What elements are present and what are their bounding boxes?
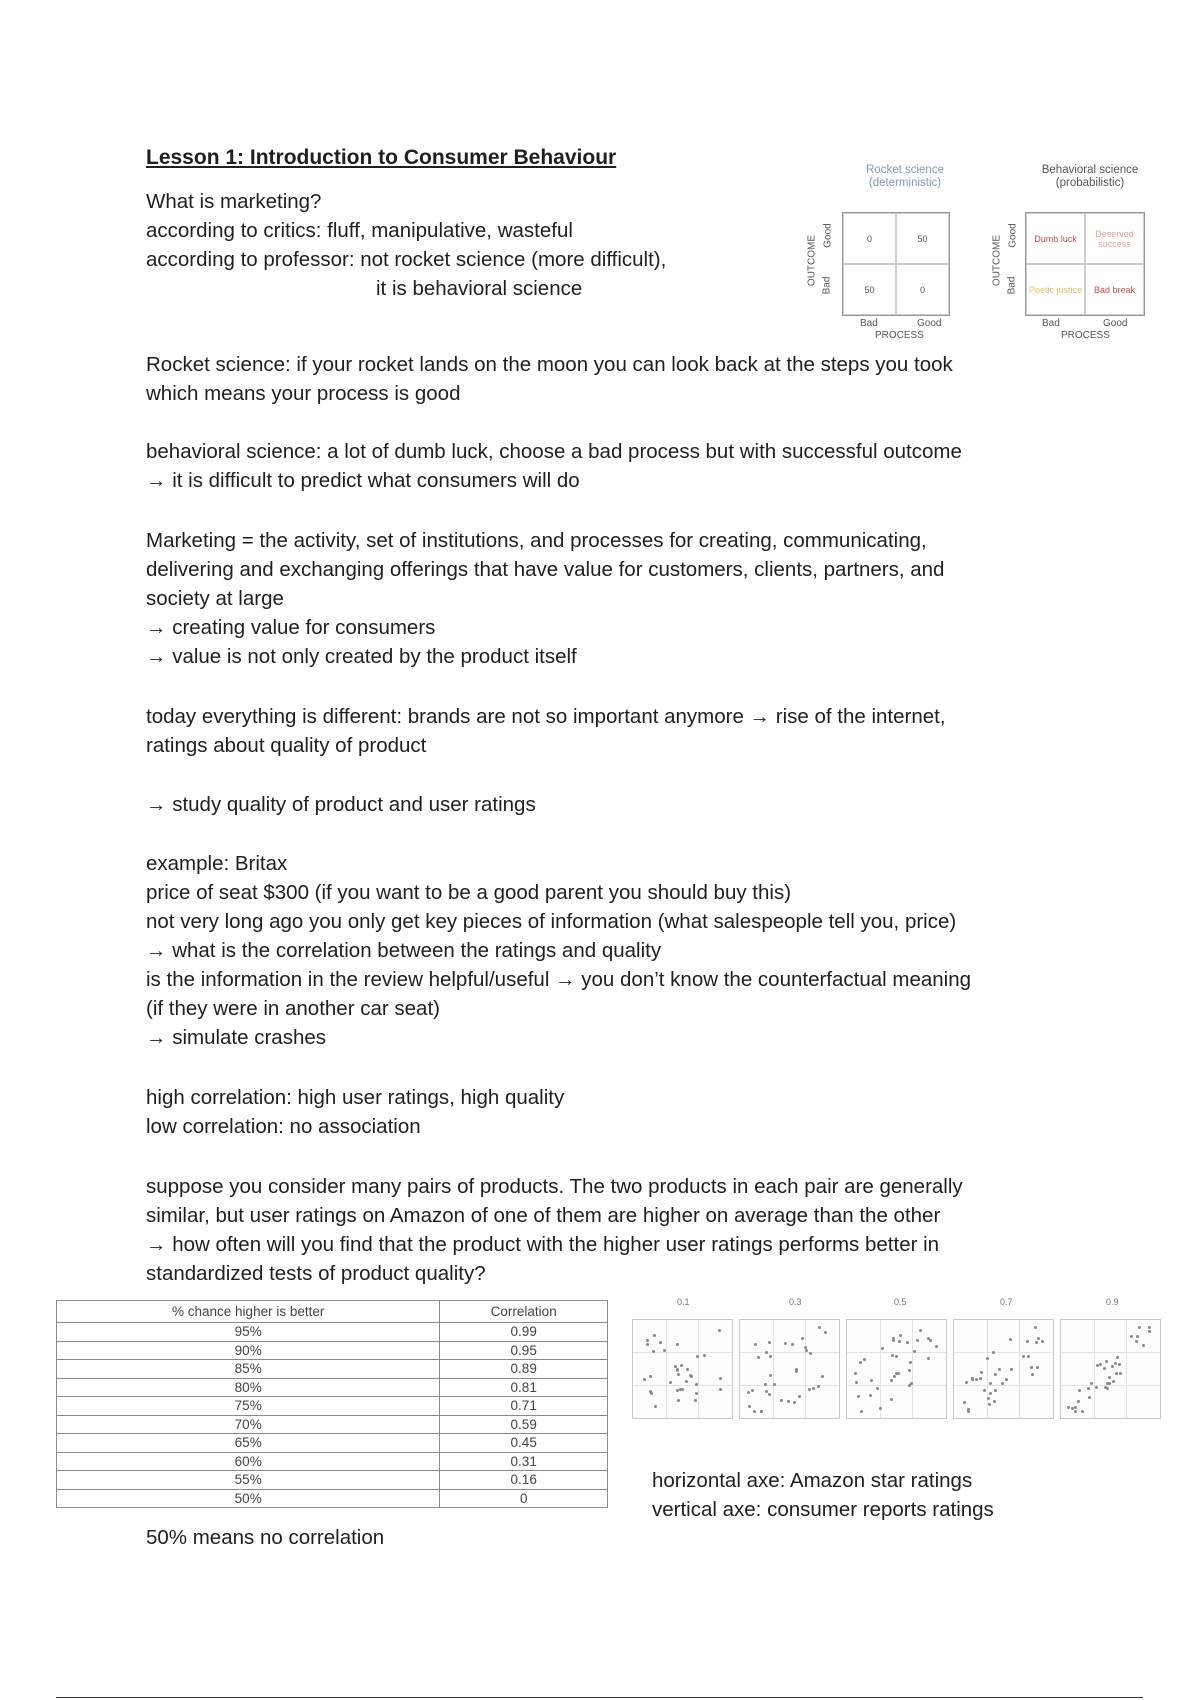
scatter-point [1148,1326,1151,1329]
scatter-point [768,1341,771,1344]
scatter-point [679,1388,682,1391]
scatter-plot-0-7 [953,1319,1054,1419]
scatter-point [895,1372,898,1375]
table-row [57,1489,608,1508]
scatter-point [1116,1356,1119,1359]
marketing-para-4: → creating value for consumers [146,616,436,639]
example-para-6: (if they were in another car seat) [146,997,440,1020]
suppose-para-2: similar, but user ratings on Amazon of one of them are higher on average than the other [146,1204,941,1227]
scatter-label: 0.3 [789,1297,802,1307]
rocket-para-2: which means your process is good [146,382,461,405]
scatter-point [1106,1387,1109,1390]
behavioral-grid [1025,212,1145,316]
scatter-point [890,1398,893,1401]
scatter-point [1095,1386,1098,1389]
scatter-point [927,1357,930,1360]
scatter-point [1087,1387,1090,1390]
rocket-outcome-label: OUTCOME [806,234,818,287]
scatter-point [1138,1326,1141,1329]
suppose-para-4: standardized tests of product quality? [146,1262,486,1285]
scatter-point [876,1387,879,1390]
scatter-point [988,1403,991,1406]
scatter-point [1136,1335,1139,1338]
scatter-point [1148,1330,1151,1333]
scatter-point [1081,1410,1084,1413]
scatter-point [1005,1378,1008,1381]
scatter-point [646,1339,649,1342]
scatter-point [1034,1326,1037,1329]
today-para-2: ratings about quality of product [146,734,427,757]
table-header-chance: % chance higher is better [57,1301,440,1323]
scatter-point [1135,1340,1138,1343]
behavioral-cell-poetic-justice: Poetic justice [1026,264,1085,315]
scatter-point [769,1355,772,1358]
scatter-point [854,1372,857,1375]
scatter-point [989,1382,992,1385]
scatter-point [805,1349,808,1352]
marketing-para-3: society at large [146,587,284,610]
scatter-point [650,1392,653,1395]
scatter-gridline [880,1320,881,1418]
scatter-point [793,1401,796,1404]
example-para-5: is the information in the review helpful/useful → you don’t know the counterfactual meaning [146,968,972,991]
scatter-point [895,1355,898,1358]
table-row [57,1452,608,1471]
lesson-title: Lesson 1: Introduction to Consumer Behaviour [146,146,617,169]
scatter-label: 0.1 [677,1297,690,1307]
scatter-point [859,1361,862,1364]
scatter-point [824,1331,827,1334]
scatter-point [754,1343,757,1346]
intro-professor: according to professor: not rocket science (more difficult), [146,248,667,271]
scatter-point [881,1347,884,1350]
scatter-point [869,1394,872,1397]
behavioral-title: Behavioral science [1041,164,1139,176]
scatter-point [1030,1366,1033,1369]
scatter-point [1074,1406,1077,1409]
behavioral-subtitle: (probabilistic) [1055,177,1125,189]
rocket-bad-label: Bad [821,276,833,295]
scatter-point [987,1397,990,1400]
table-cell: 0 [440,1489,608,1508]
scatter-point [1115,1372,1118,1375]
scatter-point [1108,1376,1111,1379]
scatter-point [753,1410,756,1413]
scatter-label: 0.5 [894,1297,907,1307]
rocket-process-label: PROCESS [875,330,924,341]
table-cell: 0.71 [440,1397,608,1416]
scatter-point [929,1339,932,1342]
table-cell: 85% [57,1360,440,1379]
scatter-point [971,1377,974,1380]
scatter-point [791,1343,794,1346]
fifty-percent-note: 50% means no correlation [146,1526,385,1549]
scatter-point [677,1373,680,1376]
table-row [57,1360,608,1379]
scatter-point [1010,1368,1013,1371]
scatter-point [893,1375,896,1378]
scatter-point [659,1341,662,1344]
scatter-point [993,1400,996,1403]
scatter-point [1099,1363,1102,1366]
behavioral-cell-deserved-success: Deserved success [1085,213,1144,264]
scatter-point [994,1373,997,1376]
table-cell: 55% [57,1471,440,1490]
scatter-point [916,1339,919,1342]
scatter-point [1096,1364,1099,1367]
behavioral-cell-bad-break: Bad break [1085,264,1144,315]
scatter-point [1118,1363,1121,1366]
scatter-point [892,1337,895,1340]
example-para-3: not very long ago you only get key pieces of information (what salespeople tell you, price) [146,910,957,933]
scatter-point [1074,1410,1077,1413]
scatter-point [760,1410,763,1413]
rocket-cell-bad-bad: 50 [843,264,896,315]
scatter-point [992,1351,995,1354]
scatter-point [812,1387,815,1390]
scatter-gridline [666,1320,667,1418]
scatter-point [935,1345,938,1348]
scatter-gridline [633,1385,732,1386]
scatter-plot-0-3 [739,1319,840,1419]
table-cell: 65% [57,1434,440,1453]
example-para-7: → simulate crashes [146,1026,327,1049]
scatter-gridline [847,1352,946,1353]
page-divider [56,1697,1143,1698]
scatter-point [906,1341,909,1344]
scatter-point [975,1378,978,1381]
scatter-point [1036,1366,1039,1369]
scatter-gridline [1094,1320,1095,1418]
scatter-plot-strip [632,1297,1164,1422]
scatter-point [998,1368,1001,1371]
scatter-point [919,1329,922,1332]
scatter-gridline [805,1320,806,1418]
scatter-label: 0.7 [1000,1297,1013,1307]
table-cell: 80% [57,1378,440,1397]
behavioral-outcome-label: OUTCOME [991,234,1003,287]
intro-professor-cont: it is behavioral science [376,277,583,300]
behavioral-cell-dumb-luck: Dumb luck [1026,213,1085,264]
scatter-point [1088,1396,1091,1399]
rocket-cell-bad-good: 0 [896,264,949,315]
scatter-point [757,1356,760,1359]
correlation-table [56,1300,608,1508]
table-cell: 50% [57,1489,440,1508]
scatter-point [1111,1365,1114,1368]
table-cell: 75% [57,1397,440,1416]
table-cell: 0.81 [440,1378,608,1397]
table-cell: 90% [57,1341,440,1360]
table-cell: 0.16 [440,1471,608,1490]
table-cell: 0.95 [440,1341,608,1360]
scatter-point [718,1329,721,1332]
rocket-subtitle: (deterministic) [868,177,942,189]
table-row [57,1323,608,1342]
scatter-point [821,1375,824,1378]
scatter-point [860,1410,863,1413]
scatter-point [1114,1362,1117,1365]
table-row [57,1341,608,1360]
table-cell: 0.31 [440,1452,608,1471]
scatter-point [1119,1372,1122,1375]
scatter-point [649,1375,652,1378]
behavioral-process-good: Good [1103,318,1128,329]
scatter-gridline [954,1352,1053,1353]
rocket-grid [842,212,950,316]
scatter-point [1035,1341,1038,1344]
behavioral-para-1: behavioral science: a lot of dumb luck, choose a bad process but with successful outcome [146,440,962,463]
scatter-point [809,1352,812,1355]
scatter-gridline [954,1385,1053,1386]
table-cell: 0.89 [440,1360,608,1379]
scatter-point [680,1364,683,1367]
scatter-point [748,1405,751,1408]
table-row [57,1397,608,1416]
scatter-gridline [1019,1320,1020,1418]
scatter-gridline [773,1320,774,1418]
scatter-point [663,1349,666,1352]
table-row [57,1415,608,1434]
scatter-point [694,1399,697,1402]
scatter-point [643,1378,646,1381]
scatter-point [879,1407,882,1410]
axes-note-horizontal: horizontal axe: Amazon star ratings [652,1469,973,1492]
scatter-point [1130,1335,1133,1338]
scatter-point [909,1361,912,1364]
scatter-point [980,1371,983,1374]
scatter-gridline [1061,1352,1160,1353]
table-row [57,1434,608,1453]
example-para-1: example: Britax [146,852,288,875]
scatter-point [994,1389,997,1392]
scatter-point [646,1343,649,1346]
scatter-point [1067,1406,1070,1409]
scatter-point [751,1389,754,1392]
scatter-gridline [740,1385,839,1386]
scatter-point [857,1395,860,1398]
scatter-point [898,1340,901,1343]
scatter-point [1105,1360,1108,1363]
scatter-point [764,1383,767,1386]
marketing-para-5: → value is not only created by the product itself [146,645,577,668]
scatter-point [1009,1338,1012,1341]
scatter-gridline [698,1320,699,1418]
scatter-point [719,1377,722,1380]
rocket-science-diagram [800,162,975,342]
scatter-point [765,1390,768,1393]
rocket-good-label: Good [822,223,834,248]
scatter-point [979,1377,982,1380]
scatter-point [1037,1337,1040,1340]
scatter-gridline [847,1385,946,1386]
scatter-point [818,1326,821,1329]
table-cell: 70% [57,1415,440,1434]
scatter-point [1031,1373,1034,1376]
scatter-point [765,1351,768,1354]
scatter-point [863,1358,866,1361]
scatter-point [780,1399,783,1402]
table-cell: 0.45 [440,1434,608,1453]
scatter-point [798,1395,801,1398]
scatter-point [1142,1344,1145,1347]
scatter-point [989,1392,992,1395]
scatter-plot-0-5 [846,1319,947,1419]
scatter-point [677,1399,680,1402]
scatter-point [965,1381,968,1384]
scatter-point [773,1383,776,1386]
scatter-label: 0.9 [1106,1297,1119,1307]
example-para-4: → what is the correlation between the ratings and quality [146,939,662,962]
scatter-point [890,1379,893,1382]
scatter-gridline [912,1320,913,1418]
behavioral-process-bad: Bad [1042,318,1060,329]
behavioral-para-2: → it is difficult to predict what consumers will do [146,469,580,492]
rocket-title: Rocket science [866,164,944,176]
low-correlation-line: low correlation: no association [146,1115,421,1138]
scatter-point [1077,1400,1080,1403]
scatter-gridline [1126,1320,1127,1418]
scatter-point [808,1388,811,1391]
scatter-point [768,1393,771,1396]
scatter-point [690,1375,693,1378]
behavioral-bad-label: Bad [1006,276,1018,295]
behavioral-good-label: Good [1007,223,1019,248]
rocket-process-bad: Bad [860,318,878,329]
behavioral-science-diagram [985,162,1160,342]
scatter-point [676,1343,679,1346]
scatter-point [1022,1355,1025,1358]
scatter-point [963,1401,966,1404]
table-cell: 0.59 [440,1415,608,1434]
behavioral-process-label: PROCESS [1061,330,1110,341]
rocket-para-1: Rocket science: if your rocket lands on the moon you can look back at the steps you took [146,353,953,376]
scatter-point [801,1337,804,1340]
intro-critics: according to critics: fluff, manipulative, wasteful [146,219,573,242]
scatter-point [686,1368,689,1371]
table-cell: 95% [57,1323,440,1342]
scatter-point [784,1342,787,1345]
marketing-para-1: Marketing = the activity, set of institutions, and processes for creating, communicating, [146,529,927,552]
scatter-point [891,1354,894,1357]
table-row [57,1378,608,1397]
scatter-point [1103,1367,1106,1370]
scatter-gridline [1061,1385,1160,1386]
rocket-cell-good-good: 50 [896,213,949,264]
scatter-point [787,1400,790,1403]
table-header-correlation: Correlation [440,1301,608,1323]
high-correlation-line: high correlation: high user ratings, high quality [146,1086,565,1109]
table-header-row [57,1301,608,1323]
table-row [57,1471,608,1490]
suppose-para-1: suppose you consider many pairs of products. The two products in each pair are generally [146,1175,963,1198]
scatter-plot-0-9 [1060,1319,1161,1419]
scatter-point [870,1379,873,1382]
scatter-plot-0-1 [632,1319,733,1419]
example-para-2: price of seat $300 (if you want to be a good parent you should buy this) [146,881,792,904]
scatter-point [1026,1340,1029,1343]
scatter-point [703,1354,706,1357]
scatter-point [1112,1380,1115,1383]
table-cell: 0.99 [440,1323,608,1342]
marketing-para-2: delivering and exchanging offerings that have value for customers, clients, partners, and [146,558,945,581]
scatter-point [1041,1340,1044,1343]
scatter-gridline [740,1352,839,1353]
rocket-process-good: Good [917,318,942,329]
rocket-cell-good-bad: 0 [843,213,896,264]
scatter-point [654,1405,657,1408]
scatter-point [817,1385,820,1388]
table-cell: 60% [57,1452,440,1471]
today-para-1: today everything is different: brands are not so important anymore → rise of the internet, [146,705,946,728]
scatter-gridline [633,1352,732,1353]
scatter-point [653,1334,656,1337]
scatter-point [719,1388,722,1391]
scatter-point [1027,1355,1030,1358]
scatter-point [685,1380,688,1383]
scatter-point [1078,1389,1081,1392]
intro-question: What is marketing? [146,190,322,213]
axes-note-vertical: vertical axe: consumer reports ratings [652,1498,994,1521]
scatter-point [669,1381,672,1384]
scatter-point [676,1369,679,1372]
scatter-point [908,1369,911,1372]
study-line: → study quality of product and user ratings [146,793,536,816]
scatter-point [747,1391,750,1394]
scatter-point [899,1334,902,1337]
suppose-para-3: → how often will you find that the product with the higher user ratings performs better in [146,1233,940,1256]
